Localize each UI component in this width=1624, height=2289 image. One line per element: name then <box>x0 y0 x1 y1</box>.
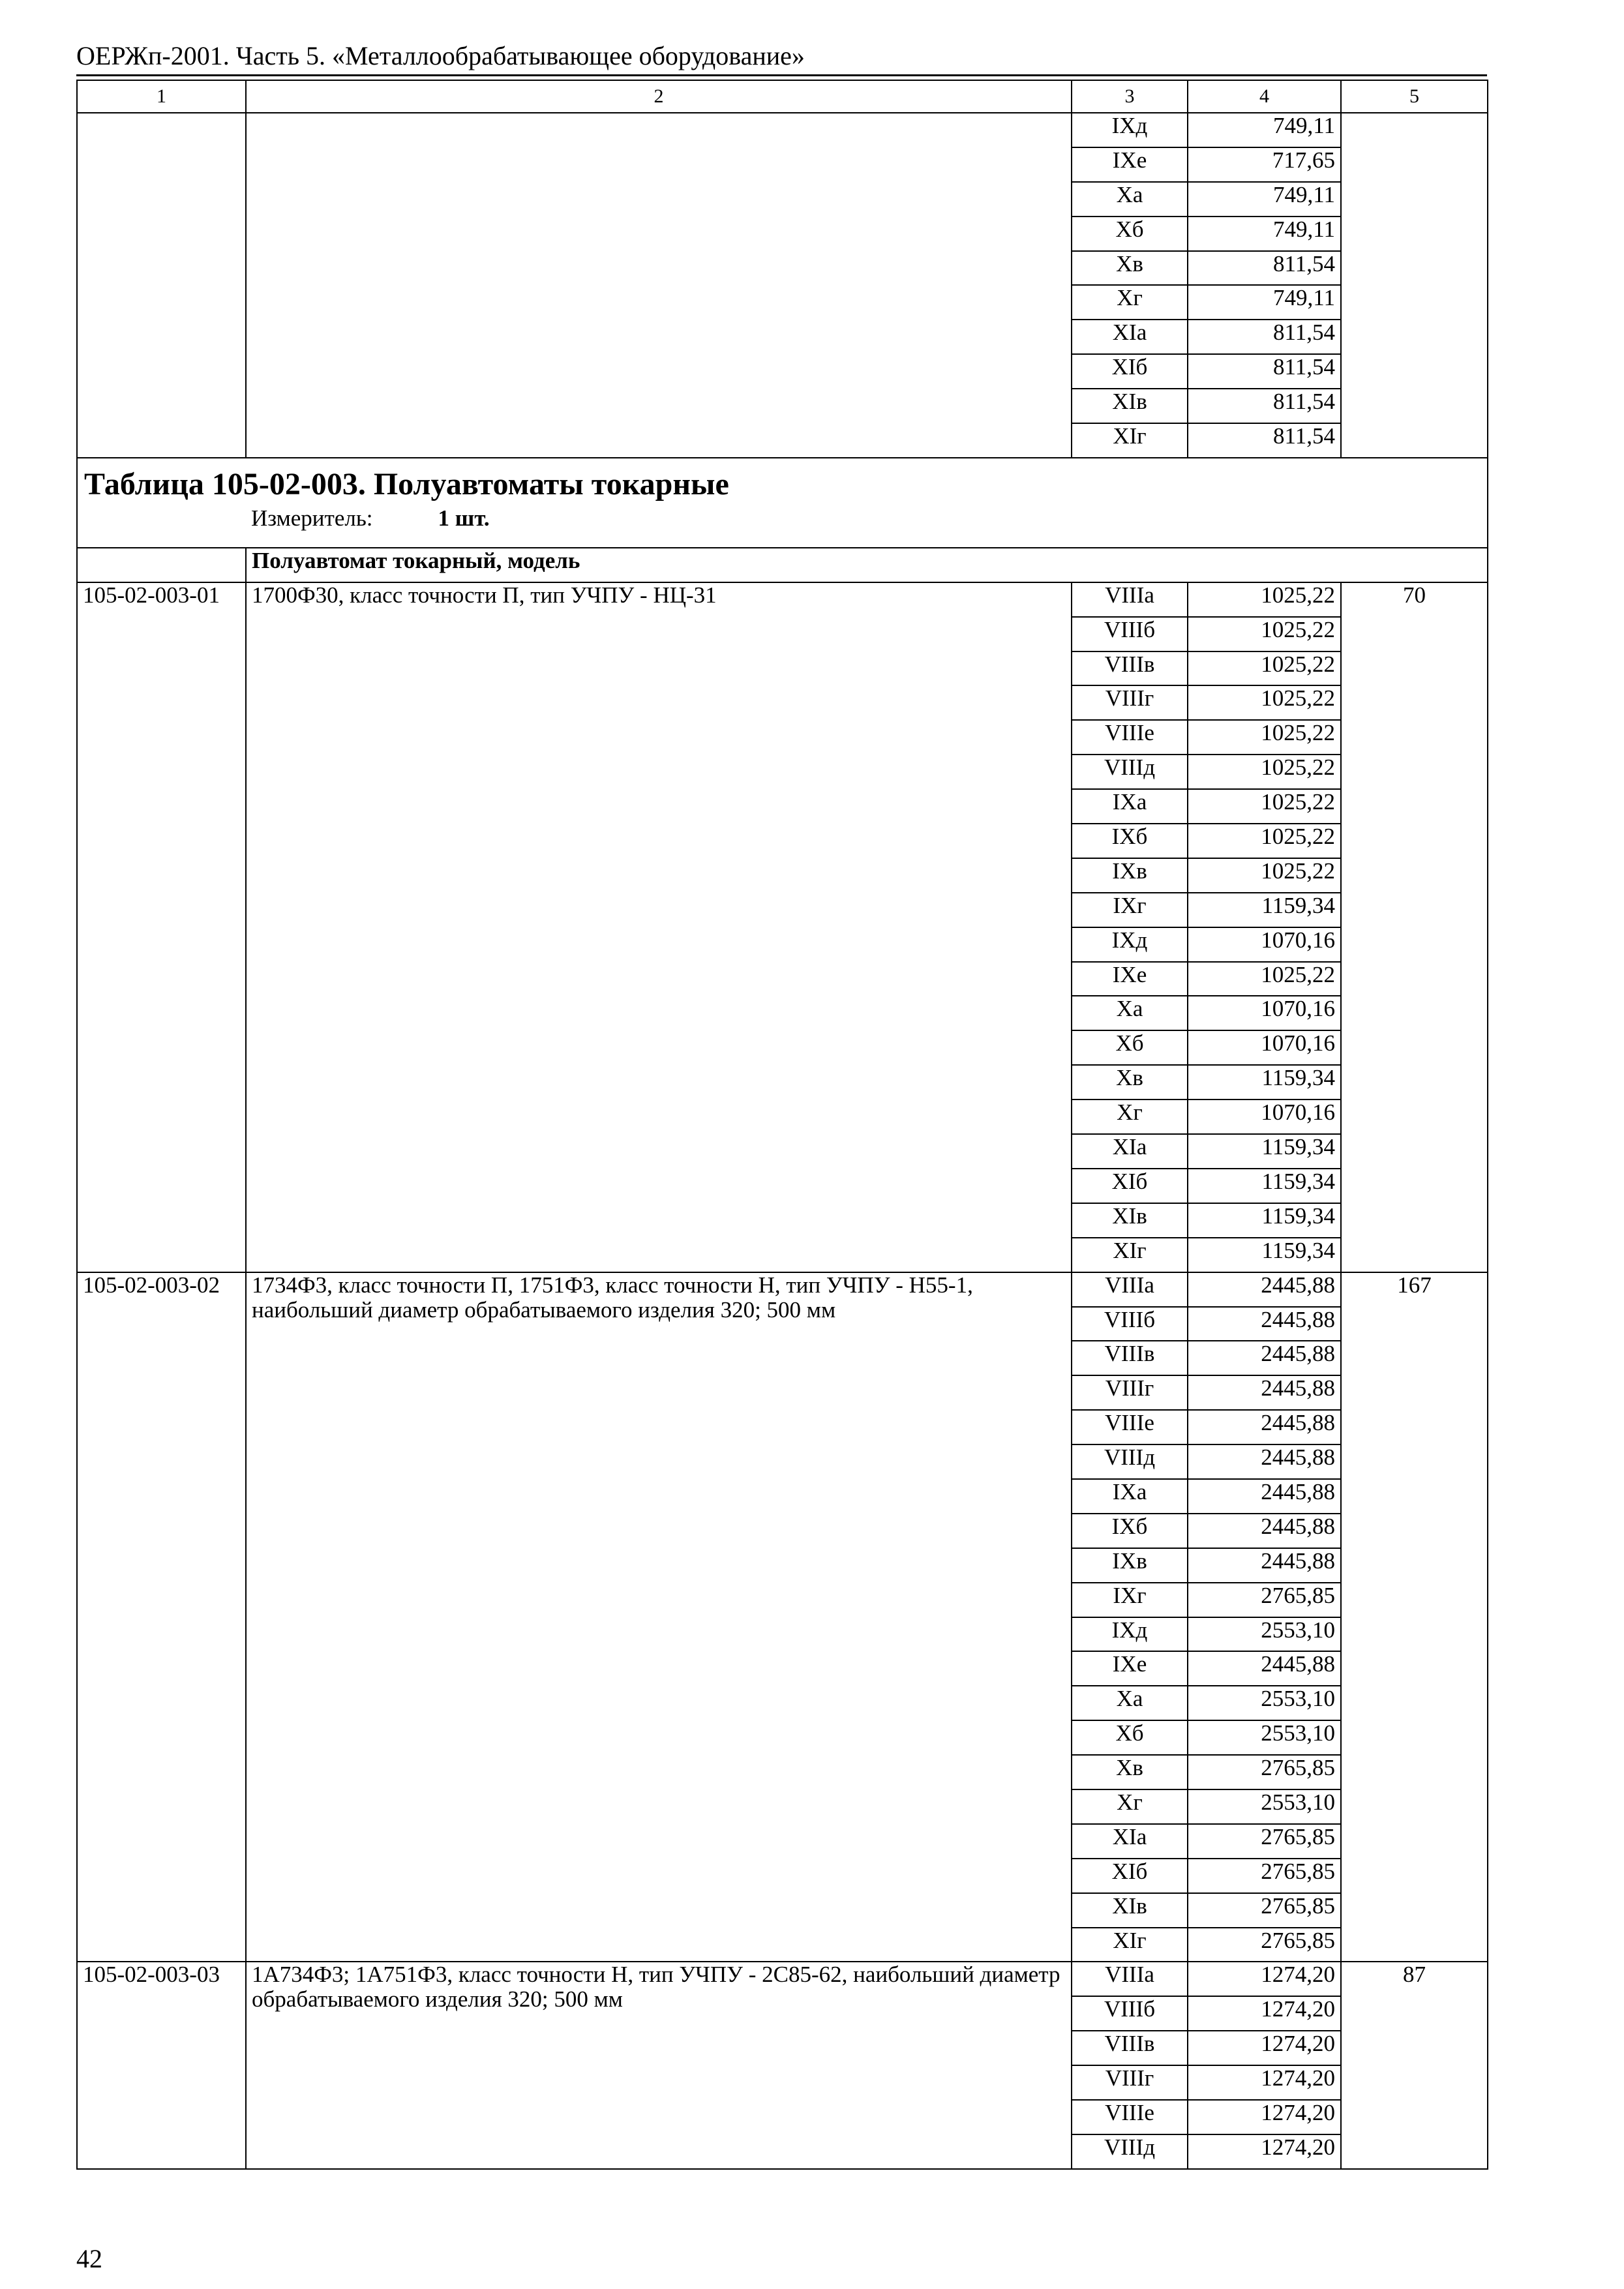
zone-cell: VIIIа <box>1072 1962 1188 1996</box>
zone-cell: XIв <box>1072 1893 1188 1928</box>
price-cell: 811,54 <box>1188 423 1341 458</box>
zone-cell: VIIIг <box>1072 685 1188 720</box>
table-row <box>77 1272 1488 1307</box>
zone-cell: IXг <box>1072 893 1188 927</box>
item-code: 105-02-003-01 <box>77 582 246 1272</box>
price-cell: 1274,20 <box>1188 2065 1341 2100</box>
continuation-description <box>246 113 1072 458</box>
zone-cell: VIIIе <box>1072 2100 1188 2134</box>
zone-cell: Xг <box>1072 1100 1188 1134</box>
price-cell: 1025,22 <box>1188 720 1341 755</box>
zone-cell: IXд <box>1072 927 1188 962</box>
price-cell: 1025,22 <box>1188 755 1341 789</box>
subheading-blank <box>77 548 246 582</box>
zone-cell: VIIIд <box>1072 2134 1188 2169</box>
zone-cell: IXе <box>1072 1651 1188 1686</box>
price-cell: 2553,10 <box>1188 1617 1341 1652</box>
column-number-3: 3 <box>1072 80 1188 113</box>
zone-cell: IXе <box>1072 147 1188 182</box>
price-cell: 2765,85 <box>1188 1824 1341 1859</box>
zone-cell: VIIIг <box>1072 2065 1188 2100</box>
zone-cell: VIIIа <box>1072 582 1188 617</box>
price-cell: 717,65 <box>1188 147 1341 182</box>
zone-cell: IXа <box>1072 789 1188 824</box>
zone-cell: VIIIе <box>1072 1410 1188 1444</box>
zone-cell: XIб <box>1072 1859 1188 1893</box>
price-cell: 811,54 <box>1188 320 1341 354</box>
table-title: Таблица 105-02-003. Полуавтоматы токарные <box>84 466 729 501</box>
measure-label: Измеритель: <box>251 505 373 531</box>
zone-cell: IXв <box>1072 1548 1188 1583</box>
price-cell: 2445,88 <box>1188 1272 1341 1307</box>
price-cell: 2765,85 <box>1188 1893 1341 1928</box>
price-cell: 1070,16 <box>1188 1030 1341 1065</box>
page-header: ОЕРЖп-2001. Часть 5. «Металлообрабатывающее оборудование» <box>76 41 805 70</box>
price-cell: 2553,10 <box>1188 1686 1341 1720</box>
zone-cell: XIб <box>1072 354 1188 389</box>
price-cell: 1070,16 <box>1188 996 1341 1030</box>
zone-cell: XIг <box>1072 1238 1188 1272</box>
table-row <box>77 1962 1488 1996</box>
item-value: 70 <box>1341 582 1488 1272</box>
price-cell: 1070,16 <box>1188 927 1341 962</box>
price-cell: 2445,88 <box>1188 1410 1341 1444</box>
price-cell: 2445,88 <box>1188 1307 1341 1341</box>
price-cell: 1159,34 <box>1188 1065 1341 1100</box>
price-cell: 2445,88 <box>1188 1341 1341 1375</box>
price-cell: 811,54 <box>1188 251 1341 286</box>
item-description: 1700Ф30, класс точности П, тип УЧПУ - НЦ-31 <box>246 582 1072 1272</box>
zone-cell: Xа <box>1072 182 1188 217</box>
price-cell: 1025,22 <box>1188 824 1341 858</box>
zone-cell: Xв <box>1072 1065 1188 1100</box>
price-cell: 1025,22 <box>1188 617 1341 651</box>
price-table-body <box>77 80 1488 2169</box>
price-cell: 2445,88 <box>1188 1548 1341 1583</box>
zone-cell: XIа <box>1072 320 1188 354</box>
zone-cell: VIIIа <box>1072 1272 1188 1307</box>
zone-cell: Xг <box>1072 285 1188 320</box>
subheading-row <box>77 548 1488 582</box>
price-cell: 1025,22 <box>1188 789 1341 824</box>
price-cell: 1025,22 <box>1188 962 1341 996</box>
zone-cell: Xа <box>1072 1686 1188 1720</box>
price-cell: 1159,34 <box>1188 893 1341 927</box>
price-cell: 1159,34 <box>1188 1238 1341 1272</box>
zone-cell: XIв <box>1072 389 1188 423</box>
price-cell: 1025,22 <box>1188 651 1341 686</box>
zone-cell: Xа <box>1072 996 1188 1030</box>
item-value: 167 <box>1341 1272 1488 1962</box>
column-number-2: 2 <box>246 80 1072 113</box>
zone-cell: VIIIд <box>1072 1444 1188 1479</box>
price-cell: 2445,88 <box>1188 1651 1341 1686</box>
zone-cell: Xв <box>1072 1755 1188 1789</box>
zone-cell: VIIIг <box>1072 1375 1188 1410</box>
price-cell: 1274,20 <box>1188 2031 1341 2065</box>
zone-cell: XIб <box>1072 1169 1188 1203</box>
price-cell: 811,54 <box>1188 354 1341 389</box>
zone-cell: Xг <box>1072 1789 1188 1824</box>
price-cell: 1025,22 <box>1188 685 1341 720</box>
zone-cell: XIг <box>1072 423 1188 458</box>
price-cell: 2553,10 <box>1188 1789 1341 1824</box>
header-rule <box>76 74 1487 76</box>
zone-cell: VIIIб <box>1072 1307 1188 1341</box>
zone-cell: Xб <box>1072 1720 1188 1755</box>
price-cell: 1025,22 <box>1188 582 1341 617</box>
price-cell: 1159,34 <box>1188 1169 1341 1203</box>
price-cell: 2553,10 <box>1188 1720 1341 1755</box>
column-number-5: 5 <box>1341 80 1488 113</box>
price-cell: 1159,34 <box>1188 1134 1341 1169</box>
item-description: 1734Ф3, класс точности П, 1751Ф3, класс точности Н, тип УЧПУ - Н55-1, наибольший диаметр обрабатываемого изделия 320; 500 мм <box>246 1272 1072 1962</box>
zone-cell: IXв <box>1072 858 1188 893</box>
column-number-1: 1 <box>77 80 246 113</box>
price-cell: 2445,88 <box>1188 1444 1341 1479</box>
zone-cell: IXб <box>1072 824 1188 858</box>
zone-cell: IXе <box>1072 962 1188 996</box>
zone-cell: XIа <box>1072 1824 1188 1859</box>
price-cell: 1274,20 <box>1188 2100 1341 2134</box>
zone-cell: IXд <box>1072 1617 1188 1652</box>
price-cell: 1274,20 <box>1188 2134 1341 2169</box>
price-cell: 1159,34 <box>1188 1203 1341 1238</box>
table-title-row <box>77 458 1488 548</box>
zone-cell: VIIIв <box>1072 2031 1188 2065</box>
zone-cell: Xб <box>1072 1030 1188 1065</box>
column-number-row <box>77 80 1488 113</box>
zone-cell: VIIIд <box>1072 755 1188 789</box>
price-cell: 1070,16 <box>1188 1100 1341 1134</box>
price-cell: 1025,22 <box>1188 858 1341 893</box>
item-code: 105-02-003-02 <box>77 1272 246 1962</box>
price-cell: 2445,88 <box>1188 1514 1341 1548</box>
zone-cell: VIIIб <box>1072 1996 1188 2031</box>
zone-cell: Xб <box>1072 217 1188 251</box>
measure-unit: 1 шт. <box>438 505 490 531</box>
table-row <box>77 113 1488 147</box>
page-number: 42 <box>76 2244 102 2273</box>
price-cell: 2765,85 <box>1188 1583 1341 1617</box>
zone-cell: VIIIв <box>1072 1341 1188 1375</box>
zone-cell: IXа <box>1072 1479 1188 1514</box>
zone-cell: XIв <box>1072 1203 1188 1238</box>
price-cell: 811,54 <box>1188 389 1341 423</box>
table-title-cell <box>77 458 1488 548</box>
price-cell: 1274,20 <box>1188 1996 1341 2031</box>
price-cell: 2445,88 <box>1188 1479 1341 1514</box>
zone-cell: XIа <box>1072 1134 1188 1169</box>
item-code: 105-02-003-03 <box>77 1962 246 2168</box>
zone-cell: Xв <box>1072 251 1188 286</box>
price-cell: 749,11 <box>1188 285 1341 320</box>
zone-cell: IXб <box>1072 1514 1188 1548</box>
measure-line <box>84 504 1481 533</box>
subheading: Полуавтомат токарный, модель <box>246 548 1488 582</box>
continuation-value <box>1341 113 1488 458</box>
zone-cell: IXг <box>1072 1583 1188 1617</box>
zone-cell: VIIIв <box>1072 651 1188 686</box>
price-cell: 2765,85 <box>1188 1928 1341 1962</box>
price-cell: 749,11 <box>1188 182 1341 217</box>
zone-cell: IXд <box>1072 113 1188 147</box>
zone-cell: VIIIе <box>1072 720 1188 755</box>
price-cell: 749,11 <box>1188 113 1341 147</box>
price-cell: 2765,85 <box>1188 1755 1341 1789</box>
zone-cell: VIIIб <box>1072 617 1188 651</box>
price-table <box>76 80 1488 2170</box>
continuation-code <box>77 113 246 458</box>
price-cell: 2445,88 <box>1188 1375 1341 1410</box>
item-description: 1А734Ф3; 1А751Ф3, класс точности Н, тип УЧПУ - 2С85-62, наибольший диаметр обрабатываемого изделия 320; 500 мм <box>246 1962 1072 2168</box>
column-number-4: 4 <box>1188 80 1341 113</box>
zone-cell: XIг <box>1072 1928 1188 1962</box>
price-cell: 1274,20 <box>1188 1962 1341 1996</box>
price-cell: 749,11 <box>1188 217 1341 251</box>
price-cell: 2765,85 <box>1188 1859 1341 1893</box>
item-value: 87 <box>1341 1962 1488 2168</box>
table-row <box>77 582 1488 617</box>
